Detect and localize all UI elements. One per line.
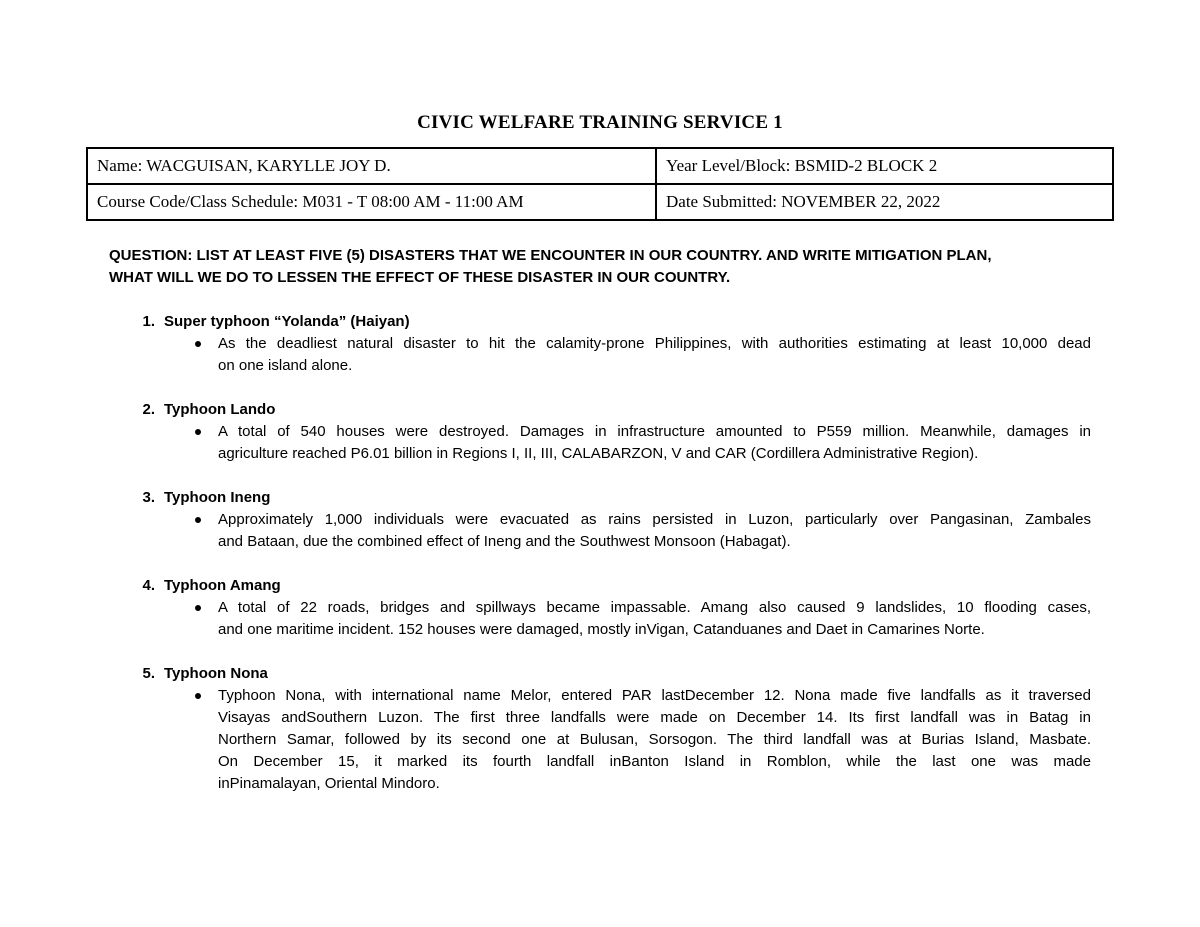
bullet-point [109, 421, 1091, 465]
text-line: and one maritime incident. 152 houses were damaged, mostly inVigan, Catanduanes and Daet in Camarines Norte. [218, 621, 985, 638]
question-line: QUESTION: LIST AT LEAST FIVE (5) DISASTERS THAT WE ENCOUNTER IN OUR COUNTRY. AND WRITE MITIGATION PLAN, [109, 247, 992, 264]
disaster-heading [109, 663, 1091, 685]
disaster-item [109, 311, 1091, 377]
info-row [87, 148, 1113, 184]
bullet-icon [195, 341, 201, 347]
disaster-number: 3. [142, 489, 155, 506]
bullet-text [218, 685, 1091, 795]
text-line: A total of 540 houses were destroyed. Damages in infrastructure amounted to P559 million. Meanwhile, damages in [218, 423, 1091, 440]
disaster-number: 5. [142, 665, 155, 682]
bullet-icon [195, 605, 201, 611]
bullet-text [218, 509, 1091, 553]
bullet-text [218, 597, 1091, 641]
text-line: agriculture reached P6.01 billion in Regions I, II, III, CALABARZON, V and CAR (Cordillera Administrative Region). [218, 445, 979, 462]
disaster-number: 2. [142, 401, 155, 418]
info-row [87, 184, 1113, 220]
disaster-title: Typhoon Nona [164, 665, 268, 682]
student-info-table [86, 147, 1114, 221]
text-line: inPinamalayan, Oriental Mindoro. [218, 775, 440, 792]
disaster-item [109, 575, 1091, 641]
bullet-icon [195, 517, 201, 523]
text-line: As the deadliest natural disaster to hit the calamity-prone Philippines, with authorities estimating at least 10,000 dead [218, 335, 1091, 352]
text-line: and Bataan, due the combined effect of Ineng and the Southwest Monsoon (Habagat). [218, 533, 791, 550]
text-line: Typhoon Nona, with international name Melor, entered PAR lastDecember 12. Nona made five landfalls as it traversed [218, 687, 1091, 704]
disaster-title: Typhoon Lando [164, 401, 276, 418]
bullet-icon [195, 429, 201, 435]
disaster-heading [109, 311, 1091, 333]
date-submitted-cell: Date Submitted: NOVEMBER 22, 2022 [656, 184, 1113, 220]
document-title: CIVIC WELFARE TRAINING SERVICE 1 [417, 112, 783, 133]
disaster-title: Typhoon Amang [164, 577, 281, 594]
disaster-title: Super typhoon “Yolanda” (Haiyan) [164, 313, 410, 330]
disaster-item [109, 663, 1091, 795]
bullet-point [109, 597, 1091, 641]
student-name-cell: Name: WACGUISAN, KARYLLE JOY D. [87, 148, 656, 184]
disaster-number: 4. [142, 577, 155, 594]
disaster-heading [109, 487, 1091, 509]
bullet-point [109, 685, 1091, 795]
bullet-point [109, 333, 1091, 377]
bullet-text [218, 421, 1091, 465]
disaster-heading [109, 575, 1091, 597]
text-line: A total of 22 roads, bridges and spillways became impassable. Amang also caused 9 landslides, 10 flooding cases, [218, 599, 1091, 616]
question-line: WHAT WILL WE DO TO LESSEN THE EFFECT OF THESE DISASTER IN OUR COUNTRY. [109, 269, 731, 286]
text-line: Visayas andSouthern Luzon. The first three landfalls were made on December 14. Its first landfall was in Batag in [218, 709, 1091, 726]
document-body [109, 245, 1091, 817]
text-line: On December 15, it marked its fourth landfall inBanton Island in Romblon, while the last one was made [218, 753, 1091, 770]
bullet-point [109, 509, 1091, 553]
disaster-item [109, 399, 1091, 465]
course-schedule-cell: Course Code/Class Schedule: M031 - T 08:00 AM - 11:00 AM [87, 184, 656, 220]
year-block-cell: Year Level/Block: BSMID-2 BLOCK 2 [656, 148, 1113, 184]
disaster-heading [109, 399, 1091, 421]
text-line: Northern Samar, followed by its second one at Bulusan, Sorsogon. The third landfall was at Burias Island, Masbate. [218, 731, 1091, 748]
disaster-item [109, 487, 1091, 553]
bullet-icon [195, 693, 201, 699]
question-text [109, 245, 1091, 289]
bullet-text [218, 333, 1091, 377]
text-line: on one island alone. [218, 357, 353, 374]
disaster-number: 1. [142, 313, 155, 330]
disaster-title: Typhoon Ineng [164, 489, 271, 506]
text-line: Approximately 1,000 individuals were evacuated as rains persisted in Luzon, particularly over Pangasinan, Zambales [218, 511, 1091, 528]
